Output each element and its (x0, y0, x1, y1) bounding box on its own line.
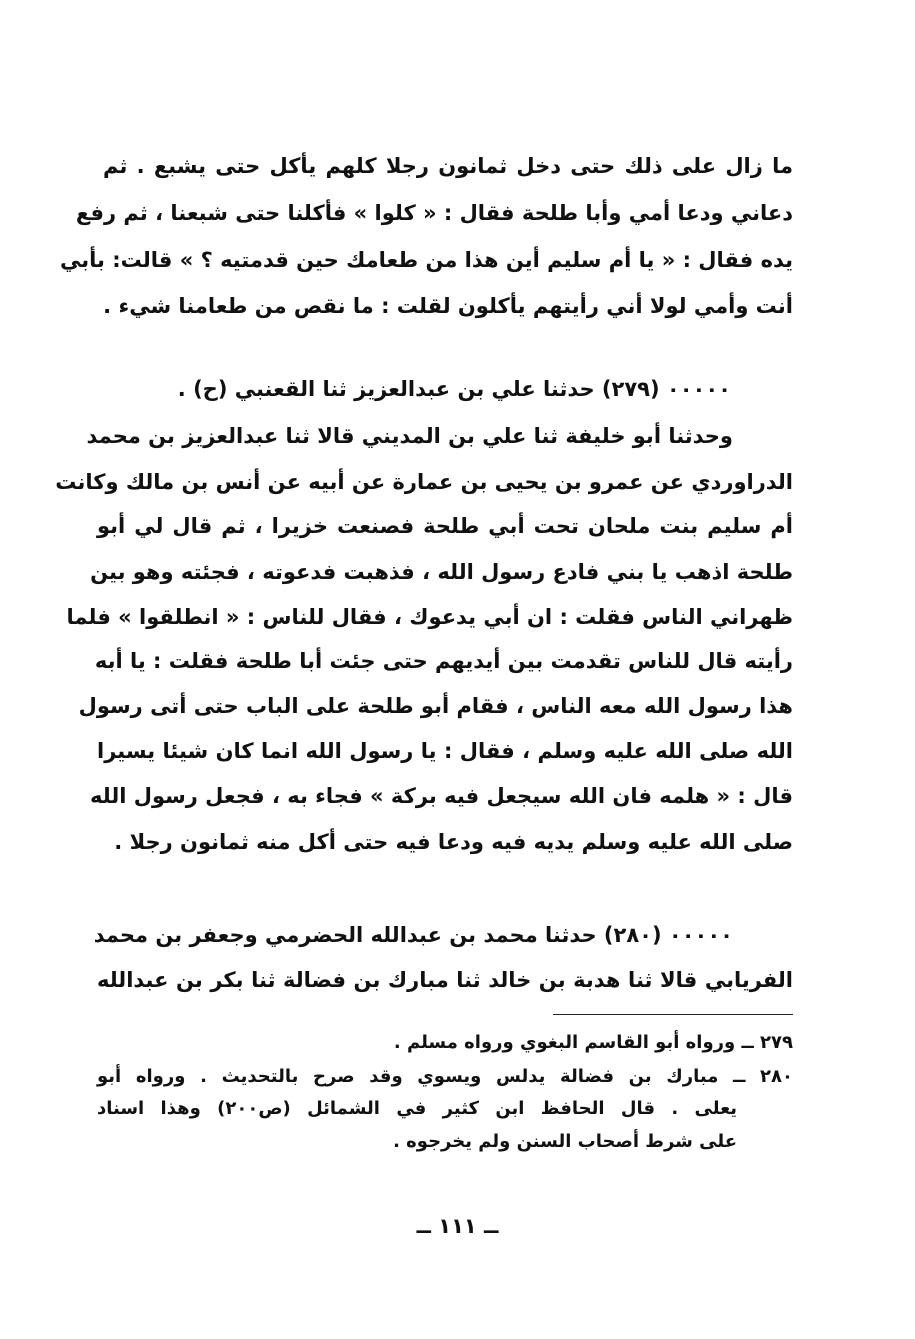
text-line: دعاني ودعا أمي وأبا طلحة فقال : « كلوا » فأكلنا حتى شبعنا ، ثم رفع (75, 201, 793, 225)
text-line: يده فقال : « يا أم سليم أين هذا من طعامك حين قدمتيه ؟ » قالت: بأبي (60, 248, 793, 272)
text-line: هذا رسول الله معه الناس ، فقام أبو طلحة على الباب حتى أتى رسول (78, 694, 793, 718)
text-line: الدراوردي عن عمرو بن يحيى بن عمارة عن أبيه عن أنس بن مالك وكانت (55, 470, 793, 494)
hadith-heading: ٠٠٠٠٠ (٢٧٩) حدثنا علي بن عبدالعزيز ثنا القعنبي (ح) . (177, 377, 731, 401)
text-line: رأيته قال للناس تقدمت بين أيديهم حتى جئت أبا طلحة فقلت : يا أبه (94, 649, 793, 673)
footnote: ٢٨٠ ــ مبارك بن فضالة يدلس ويسوي وقد صرح بالتحديث . ورواه أبو (97, 1066, 793, 1087)
footnote: ٢٧٩ ــ ورواه أبو القاسم البغوي ورواه مسلم . (393, 1032, 793, 1053)
hadith-heading: ٠٠٠٠٠ (٢٨٠) حدثنا محمد بن عبدالله الحضرمي وجعفر بن محمد (93, 923, 733, 947)
footnote-separator (553, 1014, 793, 1015)
text-line: وحدثنا أبو خليفة ثنا علي بن المديني قالا ثنا عبدالعزيز بن محمد (86, 424, 733, 448)
text-line: أم سليم بنت ملحان تحت أبي طلحة فصنعت خزيرا ، ثم قال لي أبو (97, 514, 793, 538)
footnote: يعلى . قال الحافظ ابن كثير في الشمائل (ص٢٠٠) وهذا اسناد (97, 1098, 737, 1119)
text-line: الله صلى الله عليه وسلم ، فقال : يا رسول الله انما كان شيئا يسيرا (97, 739, 793, 763)
page-number: ــ ١١١ ــ (416, 1214, 499, 1238)
text-line: صلى الله عليه وسلم يديه فيه ودعا فيه حتى أكل منه ثمانون رجلا . (114, 830, 793, 854)
text-line: قال : « هلمه فان الله سيجعل فيه بركة » فجاء به ، فجعل رسول الله (90, 784, 793, 808)
text-line: ما زال على ذلك حتى دخل ثمانون رجلا كلهم يأكل حتى يشبع . ثم (103, 154, 793, 178)
footnote: على شرط أصحاب السنن ولم يخرجوه . (393, 1131, 737, 1152)
text-line: أنت وأمي لولا أني رأيتهم يأكلون لقلت : ما نقص من طعامنا شيء . (103, 294, 793, 318)
text-line: طلحة اذهب يا بني فادع رسول الله ، فذهبت فدعوته ، فجئته وهو بين (90, 560, 793, 584)
text-line: الفريابي قالا ثنا هدبة بن خالد ثنا مبارك بن فضالة ثنا بكر بن عبدالله (97, 968, 793, 992)
text-line: ظهراني الناس فقلت : ان أبي يدعوك ، فقال للناس : « انطلقوا » فلما (66, 605, 793, 629)
